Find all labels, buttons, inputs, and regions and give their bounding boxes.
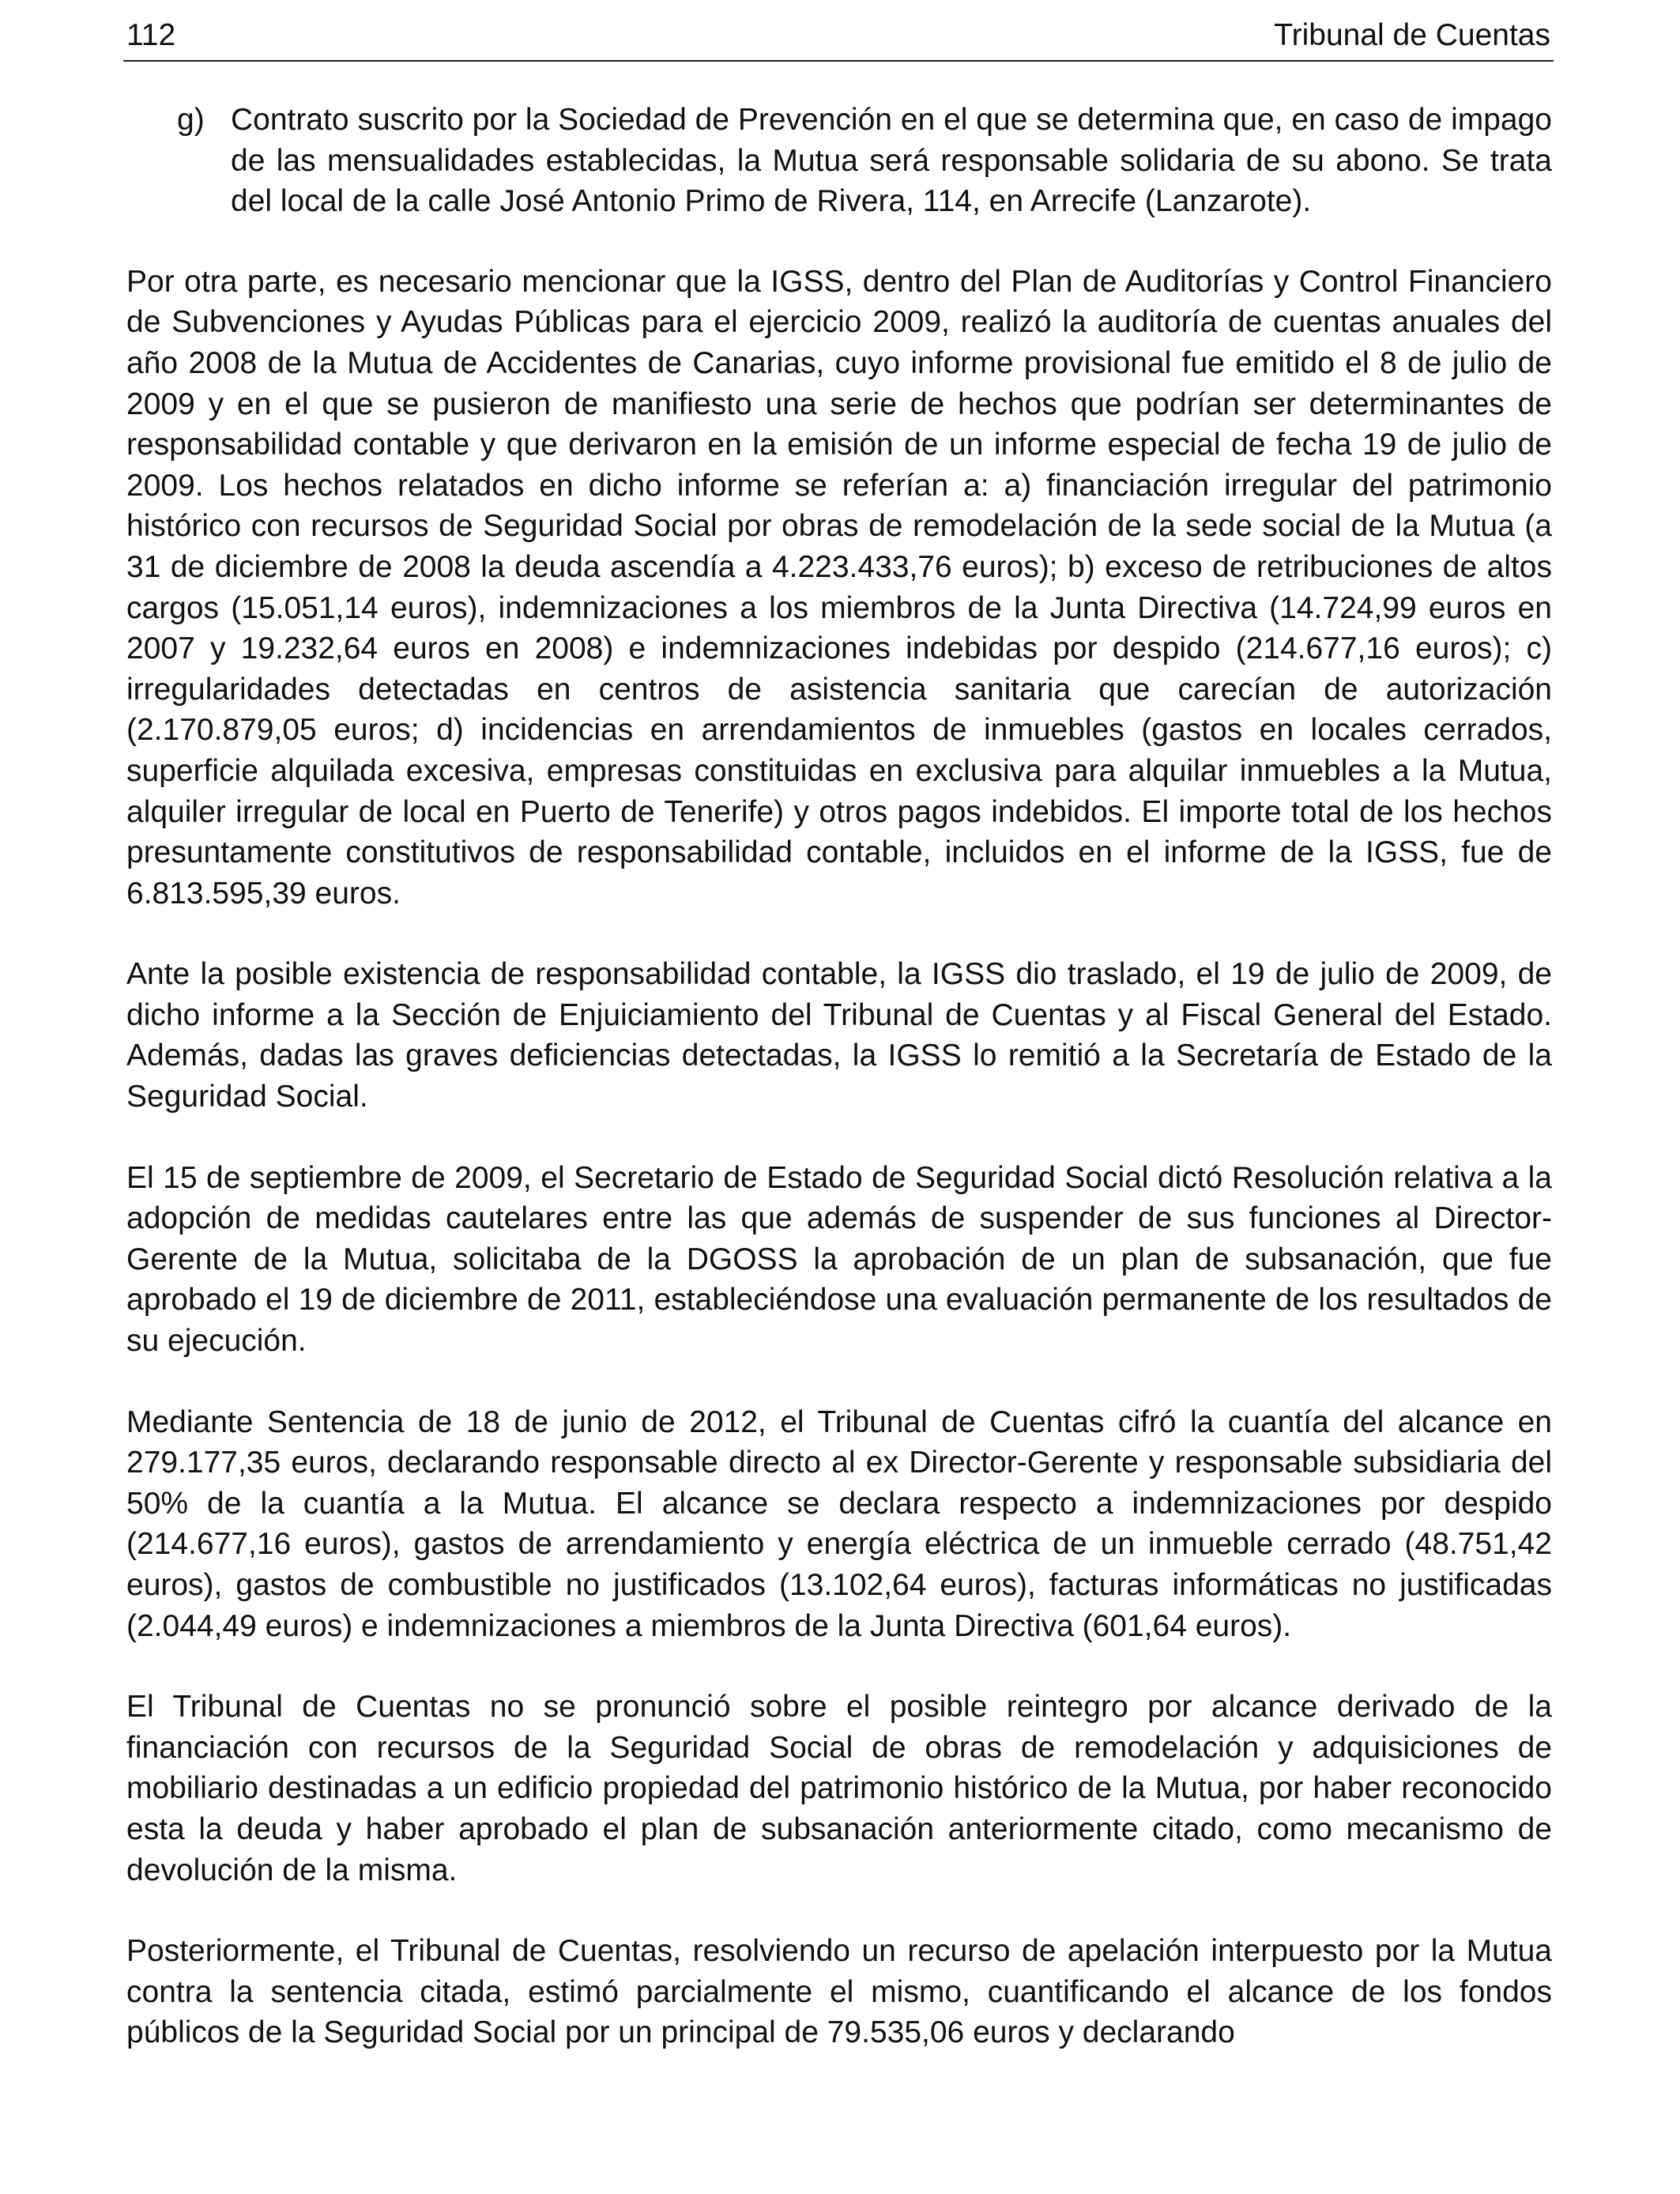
- list-marker: g): [177, 103, 205, 137]
- paragraph-appeal: Posteriormente, el Tribunal de Cuentas, resolviendo un recurso de apelación interpuesto por la Mutua contra la sentencia citada, estimó parcialmente el mismo, cuantificando el alcance de los fondos públicos de la Seguridad Social por un principal de 79.535,06 euros y declarando: [126, 1934, 1552, 2050]
- paragraph-igss-audit: Por otra parte, es necesario mencionar que la IGSS, dentro del Plan de Auditorías y Control Financiero de Subvenciones y Ayudas Públicas para el ejercicio 2009, realizó la auditoría de cuentas anuales del año 2008 de la Mutua de Accidentes de Canarias, cuyo informe provisional fue emitido el 8 de julio de 2009 y en el que se pusieron de manifiesto una serie de hechos que podrían ser determinantes de responsabilidad contable y que derivaron en la emisión de un informe especial de fecha 19 de julio de 2009. Los hechos relatados en dicho informe se referían a: a) financiación irregular del patrimonio histórico con recursos de Seguridad Social por obras de remodelación de la sede social de la Mutua (a 31 de diciembre de 2008 la deuda ascendía a 4.223.433,76 euros); b) exceso de retribuciones de altos cargos (15.051,14 euros), indemnizaciones a los miembros de la Junta Directiva (14.724,99 euros en 2007 y 19.232,64 euros en 2008) e indemnizaciones indebidas por despido (214.677,16 euros); c) irregularidades detectadas en centros de asistencia sanitaria que carecían de autorización (2.170.879,05 euros; d) incidencias en arrendamientos de inmuebles (gastos en locales cerrados, superficie alquilada excesiva, empresas constituidas en exclusiva para alquilar inmuebles a la Mutua, alquiler irregular de local en Puerto de Tenerife) y otros pagos indebidos. El importe total de los hechos presuntamente constitutivos de responsabilidad contable, incluidos en el informe de la IGSS, fue de 6.813.595,39 euros.: [126, 264, 1552, 910]
- paragraph-igss-referral: Ante la posible existencia de responsabilidad contable, la IGSS dio traslado, el 19 de julio de 2009, de dicho informe a la Sección de Enjuiciamiento del Tribunal de Cuentas y al Fiscal General del Estado. Además, dadas las graves deficiencias detectadas, la IGSS lo remitió a la Secretaría de Estado de la Seguridad Social.: [126, 957, 1552, 1114]
- paragraph-resolution: El 15 de septiembre de 2009, el Secretario de Estado de Seguridad Social dictó Resolución relativa a la adopción de medidas cautelares entre las que además de suspender de sus funciones al Director-Gerente de la Mutua, solicitaba de la DGOSS la aprobación de un plan de subsanación, que fue aprobado el 19 de diciembre de 2011, estableciéndose una evaluación permanente de los resultados de su ejecución.: [126, 1160, 1552, 1359]
- body-text: [126, 100, 1552, 2094]
- running-title: Tribunal de Cuentas: [1274, 18, 1550, 52]
- page-header: [123, 16, 1554, 62]
- list-item-text: Contrato suscrito por la Sociedad de Prevención en el que se determina que, en caso de impago de las mensualidades establecidas, la Mutua será responsable solidaria de su abono. Se trata del local de la calle José Antonio Primo de Rivera, 114, en Arrecife (Lanzarote).: [231, 103, 1552, 219]
- page-number: 112: [126, 18, 176, 52]
- paragraph-reintegro: El Tribunal de Cuentas no se pronunció sobre el posible reintegro por alcance derivado de la financiación con recursos de la Seguridad Social de obras de remodelación y adquisiciones de mobiliario destinadas a un edificio propiedad del patrimonio histórico de la Mutua, por haber reconocido esta la deuda y haber aprobado el plan de subsanación anteriormente citado, como mecanismo de devolución de la misma.: [126, 1690, 1552, 1887]
- list-item-g: [126, 100, 1552, 222]
- paragraph-sentence: Mediante Sentencia de 18 de junio de 2012, el Tribunal de Cuentas cifró la cuantía del alcance en 279.177,35 euros, declarando responsable directo al ex Director-Gerente y responsable subsidiaria del 50% de la cuantía a la Mutua. El alcance se declara respecto a indemnizaciones por despido (214.677,16 euros), gastos de arrendamiento y energía eléctrica de un inmueble cerrado (48.751,42 euros), gastos de combustible no justificados (13.102,64 euros), facturas informáticas no justificadas (2.044,49 euros) e indemnizaciones a miembros de la Junta Directiva (601,64 euros).: [126, 1404, 1552, 1643]
